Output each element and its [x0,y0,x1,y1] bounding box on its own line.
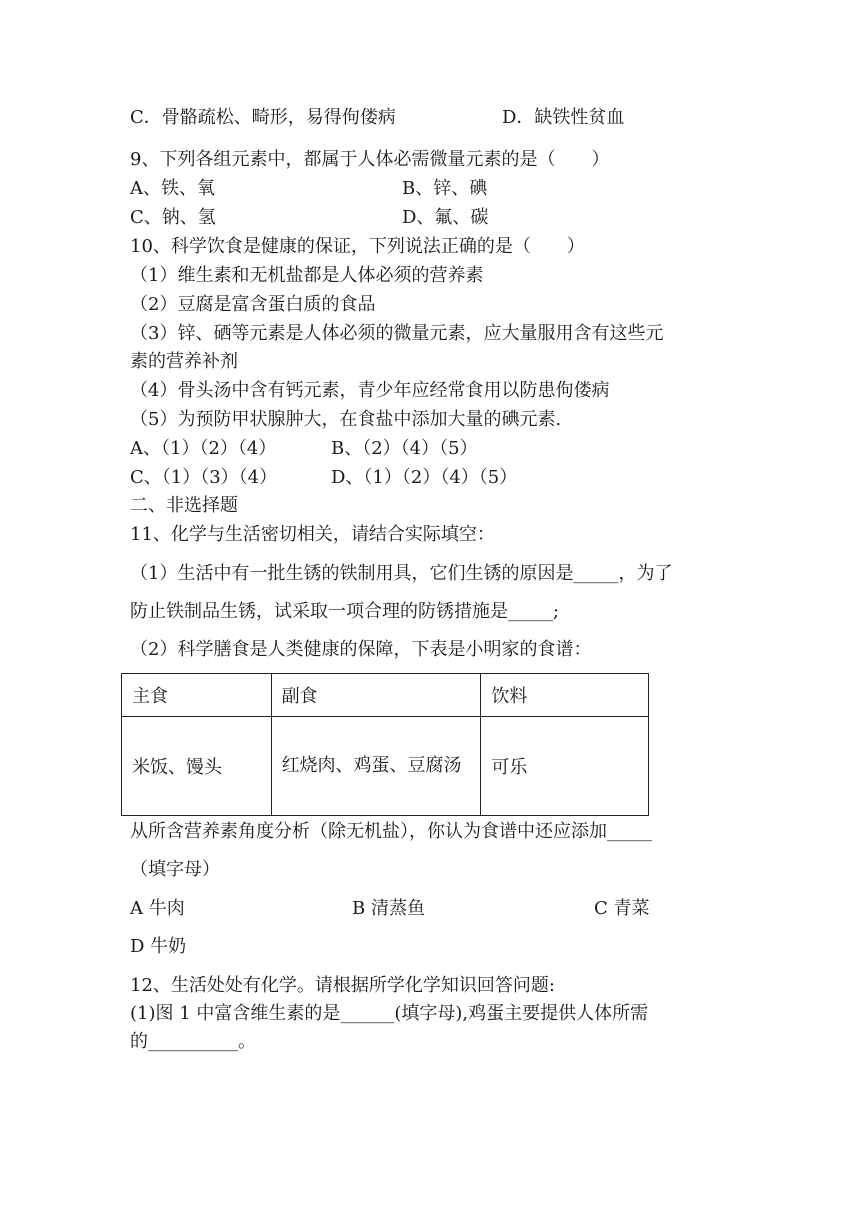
q10-option-b: B、（2）（4）（5） [331,438,478,459]
q10-option-a: A、（1）（2）（4） [130,438,277,459]
q11-option-c: C 青菜 [594,898,650,919]
table-header-cell: 饮料 [481,674,649,717]
table-cell: 红烧肉、鸡蛋、豆腐汤 [271,717,481,816]
q12-part1-cont: 的__________。 [130,1031,256,1052]
q9-option-a: A、铁、氧 [130,178,215,199]
section-heading: 二、非选择题 [130,495,238,516]
q10-statement-3: （3）锌、硒等元素是人体必须的微量元素，应大量服用含有这些元 [130,323,664,344]
q12-stem: 12、生活处处有化学。请根据所学化学知识回答问题: [130,975,555,996]
q10-statement-5: （5）为预防甲状腺肿大，在食盐中添加大量的碘元素. [130,409,562,430]
q11-after-table: 从所含营养素角度分析（除无机盐），你认为食谱中还应添加_____ [130,821,652,842]
q10-stem: 10、科学饮食是健康的保证，下列说法正确的是（ ） [130,236,585,257]
table-cell: 米饭、馒头 [122,717,272,816]
q11-part1-cont: 防止铁制品生锈，试采取一项合理的防锈措施是_____; [130,601,560,622]
q10-statement-1: （1）维生素和无机盐都是人体必须的营养素 [130,265,484,286]
q11-part1: （1）生活中有一批生锈的铁制用具，它们生锈的原因是_____，为了 [130,563,673,584]
q8-option-d: D．缺铁性贫血 [502,107,625,128]
table-header-row [122,674,649,717]
q11-after-table-cont: （填字母） [130,859,220,880]
q11-part2: （2）科学膳食是人类健康的保障，下表是小明家的食谱： [130,639,592,660]
q11-stem: 11、化学与生活密切相关，请结合实际填空： [130,524,495,545]
q9-option-d: D、氟、碳 [402,207,489,228]
q10-statement-4: （4）骨头汤中含有钙元素，青少年应经常食用以防患佝偻病 [130,380,610,401]
q11-option-d: D 牛奶 [130,936,187,957]
q10-statement-3-cont: 素的营养补剂 [130,351,238,372]
q8-option-c: C．骨骼疏松、畸形，易得佝偻病 [130,107,396,128]
q9-stem: 9、下列各组元素中，都属于人体必需微量元素的是（ ） [130,149,610,170]
table-header-cell: 主食 [122,674,272,717]
q11-option-b: B 清蒸鱼 [352,898,425,919]
q9-option-c: C、钠、氢 [130,207,216,228]
q10-option-d: D、（1）（2）（4）（5） [331,467,518,488]
table-header-cell: 副食 [271,674,481,717]
q11-option-a: A 牛肉 [130,898,185,919]
q12-part1: (1)图 1 中富含维生素的是______(填字母),鸡蛋主要提供人体所需 [130,1003,649,1024]
table-cell: 可乐 [481,717,649,816]
q10-option-c: C、（1）（3）（4） [130,467,278,488]
q9-option-b: B、锌、碘 [402,178,488,199]
menu-table [121,673,649,816]
table-row [122,717,649,816]
q10-statement-2: （2）豆腐是富含蛋白质的食品 [130,294,376,315]
